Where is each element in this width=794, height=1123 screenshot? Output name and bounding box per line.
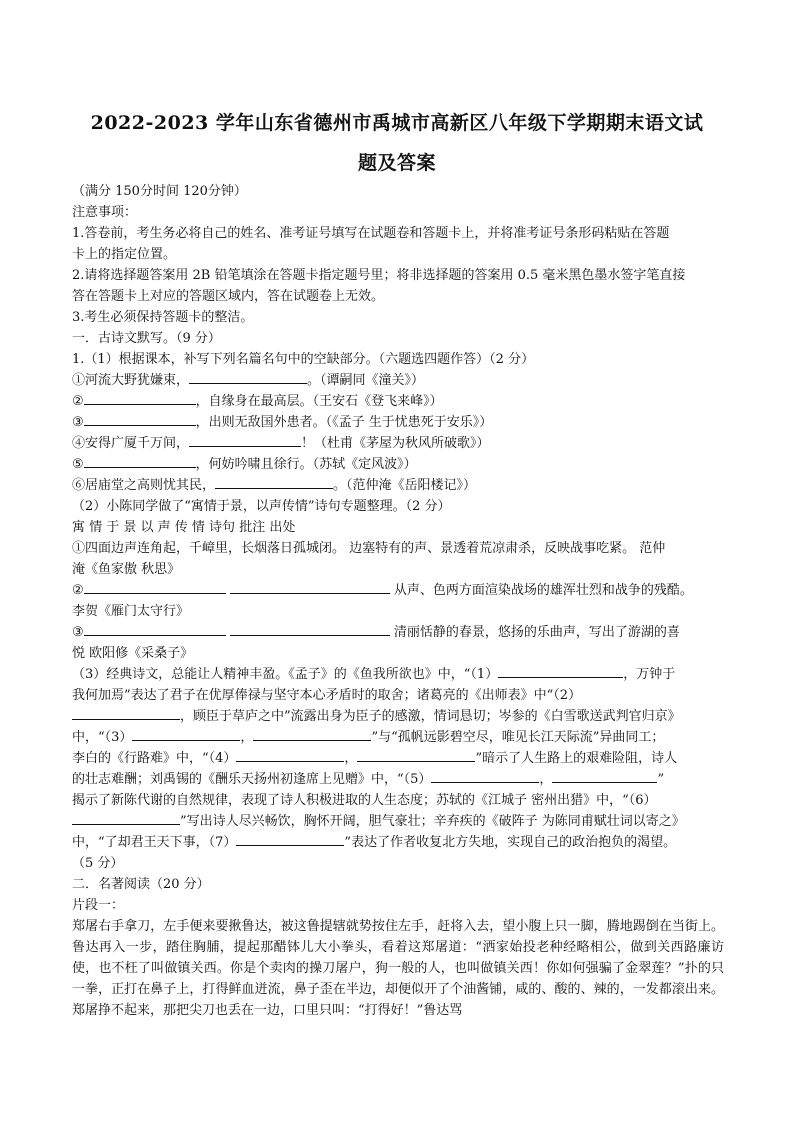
q2-row-3-source: 悦 欧阳修《采桑子》 (72, 646, 194, 661)
answer-blank[interactable] (552, 769, 657, 783)
notice-2a: 2.请将选择题答案用 2B 铅笔填涂在答题卡指定题号里；将非选择题的答案用 0.5 毫米黑色墨水签字笔直接 (72, 268, 686, 283)
q2-table-header: 寓 情 于 景 以 声 传 情 诗句 批注 出处 (72, 520, 296, 535)
q3-text: ，万钟于 (623, 667, 676, 682)
q3-text: （3）经典诗文，总能让人精神丰盈。《孟子》的《鱼我所欲也》中，“（1） (72, 667, 499, 682)
q1-item-source: ，自缘身在最高层。（王安石《登飞来峰》） (195, 394, 443, 409)
q2-row-2 (72, 580, 724, 601)
q1-item (72, 454, 724, 475)
q3-text: ”表达了作者收复北方失地，实现自己的政治抱负的渴望。 (344, 835, 677, 850)
q1-item-text: ⑥居庙堂之高则忧其民， (72, 478, 216, 493)
q3-text: 的壮志难酬；刘禹锡的《酬乐天扬州初逢席上见赠》中，“（5） (72, 772, 432, 787)
q2-row-2-note: 从声、色两方面渲染战场的雄浑壮烈和战争的残酷。 (389, 583, 693, 598)
answer-blank[interactable] (84, 412, 196, 426)
q3-text: 李白的《行路难》中，“（4） (72, 751, 237, 766)
answer-blank[interactable] (72, 811, 180, 825)
answer-blank[interactable] (189, 433, 301, 447)
q2-intro: （2）小陈同学做了“寓情于景，以声传情”诗句专题整理。（2 分） (72, 499, 451, 514)
q1-item-source: ，何妨吟啸且徐行。（苏轼《定风波》） (195, 457, 417, 472)
q3-text: ， (344, 751, 358, 766)
q2-row-2-label: ② (72, 583, 84, 598)
q3-line: 我何加焉”表达了君子在优厚俸禄与坚守本心矛盾时的取舍；诸葛亮的《出师表》中“（2） (72, 688, 582, 703)
answer-blank[interactable] (498, 664, 623, 678)
q3-line (72, 811, 724, 832)
answer-blank[interactable] (72, 706, 180, 720)
q2-row-3-label: ③ (72, 625, 84, 640)
document-body (72, 181, 724, 1021)
q3-score: （5 分） (72, 856, 124, 871)
answer-blank[interactable] (84, 454, 196, 468)
answer-blank[interactable] (230, 580, 390, 594)
notice-3: 3.考生必须保持答题卡的整洁。 (72, 310, 254, 325)
notice-2b: 答在答题卡上对应的答题区域内，答在试题卷上无效。 (72, 289, 385, 304)
answer-blank[interactable] (253, 727, 371, 741)
q1-item (72, 433, 724, 454)
document-title-line2: 题及答案 (357, 152, 436, 174)
answer-blank[interactable] (215, 475, 333, 489)
q1-item-source: ，出则无敌国外患者。（《孟子 生于忧患死于安乐》） (195, 415, 493, 430)
q1-item-text: ④安得广厦千万间， (72, 436, 190, 451)
q3-text: ”暗示了人生路上的艰难险阻，诗人 (475, 751, 678, 766)
q2-row-3-note: 清丽恬静的春景，悠扬的乐曲声，写出了游湖的喜 (389, 625, 680, 640)
q1-item-source: 。（谭嗣同《潼关》） (307, 373, 425, 388)
q3-line (72, 832, 724, 853)
q3-text: ”与“孤帆远影碧空尽，唯见长江天际流”异曲同工； (371, 730, 665, 745)
q3-line (72, 748, 724, 769)
answer-blank[interactable] (189, 370, 307, 384)
answer-blank[interactable] (84, 580, 226, 594)
q1-item (72, 412, 724, 433)
section1-heading: 一．古诗文默写。（9 分） (72, 331, 221, 346)
q1-item-text: ③ (72, 415, 84, 430)
answer-blank[interactable] (236, 748, 344, 762)
q2-row-3 (72, 622, 724, 643)
notice-1a: 1.答卷前，考生务必将自己的姓名、准考证号填写在试题卷和答题卡上，并将准考证号条形码粘贴在答题 (72, 226, 670, 241)
q3-text: 中，“了却君王天下事，（7） (72, 835, 237, 850)
q3-text: ，顾臣于草庐之中”流露出身为臣子的感激，情词恳切；岑参的《白雪歌送武判官归京》 (180, 709, 681, 724)
q1-item (72, 370, 724, 391)
answer-blank[interactable] (84, 622, 226, 636)
q3-line (72, 727, 724, 748)
q3-line: 揭示了新陈代谢的自然规律，表现了诗人积极进取的人生态度；苏轼的《江城子 密州出猎》中，“（6） (72, 793, 657, 808)
q2-row-1: ①四面边声连角起，千嶂里，长烟落日孤城闭。 边塞特有的声、景透着荒凉肃杀，反映战事吃紧。 范仲 (72, 541, 666, 556)
answer-blank[interactable] (230, 622, 390, 636)
q3-text: 中，“（3） (72, 730, 133, 745)
q1-item-source: ！（杜甫《茅屋为秋风所破歌》） (301, 436, 490, 451)
answer-blank[interactable] (84, 391, 196, 405)
q1-intro: 1.（1）根据课本，补写下列名篇名句中的空缺部分。（六题选四题作答）（2 分） (72, 352, 535, 367)
q3-line (72, 664, 724, 685)
q1-item-text: ② (72, 394, 84, 409)
q1-item (72, 391, 724, 412)
answer-blank[interactable] (357, 748, 475, 762)
q1-item-text: ⑤ (72, 457, 84, 472)
fragment1-label: 片段一： (72, 898, 125, 913)
q1-item-text: ①河流大野犹嫌束， (72, 373, 190, 388)
answer-blank[interactable] (132, 727, 240, 741)
q1-item (72, 475, 724, 496)
q2-row-2-source: 李贺《雁门太守行》 (72, 604, 190, 619)
exam-meta: （满分 150分时间 120分钟） (72, 184, 247, 199)
section2-heading: 二．名著阅读（20 分） (72, 877, 210, 892)
q3-text: ， (539, 772, 553, 787)
q3-line (72, 769, 724, 790)
q3-line (72, 706, 724, 727)
notice-1b: 卡上的指定位置。 (72, 247, 177, 262)
q3-text: ”写出诗人尽兴畅饮，胸怀开阔，胆气豪壮；辛弃疾的《破阵子 为陈同甫赋壮词以寄之》 (180, 814, 685, 829)
notice-heading: 注意事项： (72, 205, 138, 220)
answer-blank[interactable] (431, 769, 539, 783)
q3-text: ， (240, 730, 254, 745)
q2-row-1-source: 淹《鱼家傲 秋思》 (72, 562, 181, 577)
fragment1-text: 郑屠右手拿刀，左手便来要揪鲁达，被这鲁提辖就势按住左手，赶将入去，望小腹上只一脚，腾地踢倒在当街上。鲁达再入一步，踏住胸脯，提起那醋钵儿大小拳头，看着这郑屠道：“洒家始投老种经略相公，做到关西路廉访使，也不枉了叫做镇关西。你是个卖肉的操刀屠户，狗一般的人，也叫做镇关西！你如何强骗了金翠莲？”扑的只一拳，正打在鼻子上，打得鲜血迸流，鼻子歪在半边，却便似开了个油酱铺，咸的、酸的、辣的，一发都滚出来。郑屠挣不起来，那把尖刀也丢在一边，口里只叫：“打得好！”鲁达骂 (72, 919, 724, 1018)
q3-text: ” (657, 772, 665, 787)
q1-item-source: 。（范仲淹《岳阳楼记》） (333, 478, 477, 493)
answer-blank[interactable] (236, 832, 344, 846)
document-title-line1: 2022-2023 学年山东省德州市禹城市高新区八年级下学期期末语文试 (90, 112, 704, 134)
